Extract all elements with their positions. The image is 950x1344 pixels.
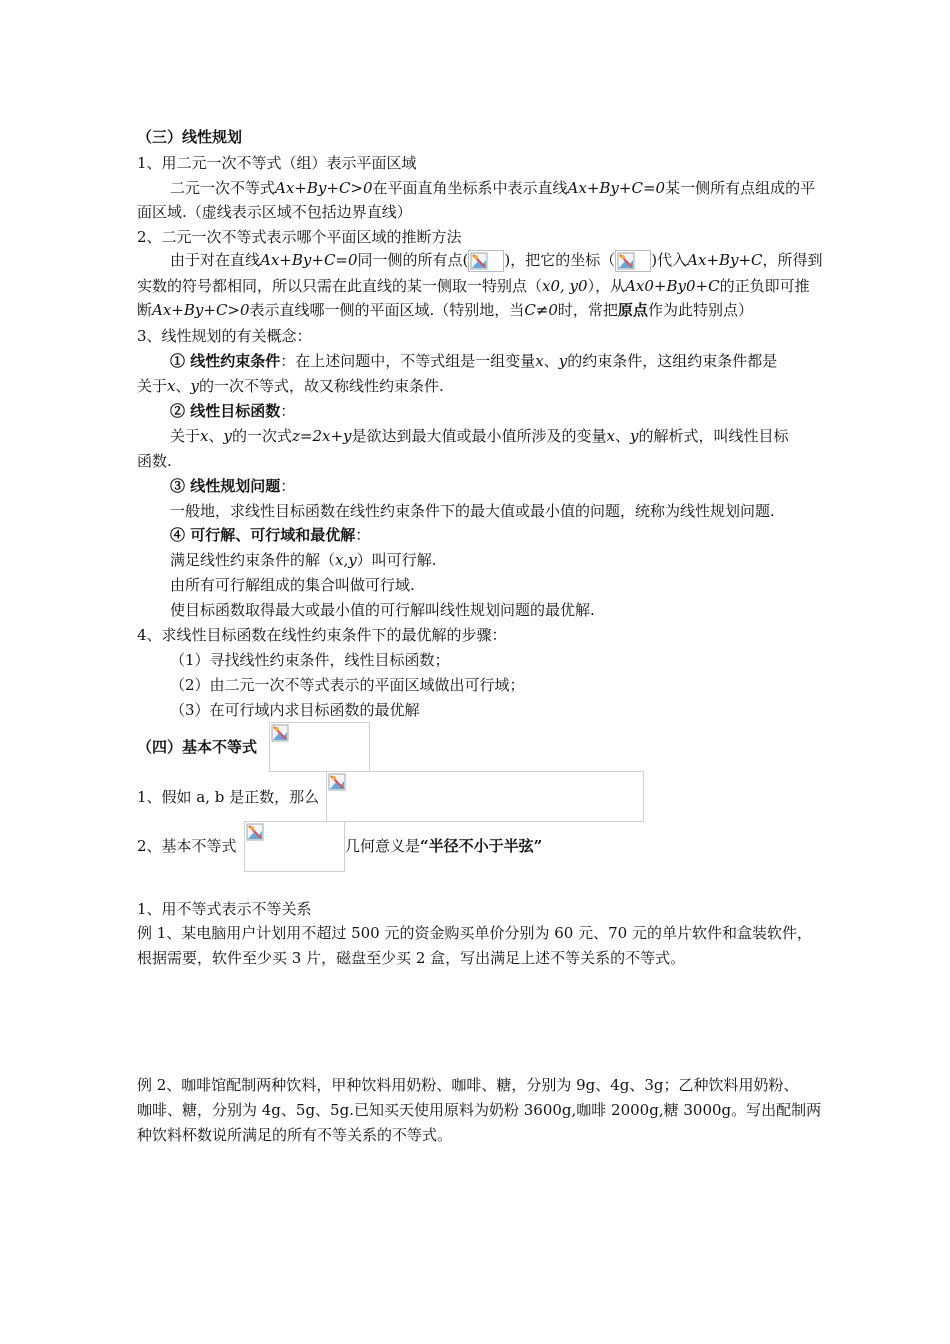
text: ： — [280, 402, 296, 420]
text: 、 — [175, 377, 191, 395]
text: 关于 — [137, 377, 168, 395]
section4-item2-b — [345, 835, 542, 857]
item3-title: 3、线性规划的有关概念： — [137, 327, 312, 345]
step3: （3）在可行域内求目标函数的最优解 — [170, 701, 420, 719]
formula-image-placeholder — [326, 771, 644, 822]
item1-para-line1 — [170, 177, 815, 199]
text: 同一侧的所有点( — [357, 251, 469, 269]
text: )，把它的坐标（ — [504, 251, 616, 269]
var: y — [558, 352, 568, 370]
expr: x0, y0 — [542, 277, 588, 295]
concept2-label — [170, 400, 295, 422]
var: y — [190, 377, 199, 395]
concept-label: ② 线性目标函数 — [170, 402, 281, 420]
text: 、 — [543, 352, 559, 370]
text: 、 — [615, 427, 631, 445]
concept3-label — [170, 475, 295, 497]
example1-line1: 例 1、某电脑用户计划用不超过 500 元的资金购买单价分别为 60 元、70 元的单片软件和盒装软件， — [137, 924, 812, 942]
expr: Ax+By+C=0 — [260, 251, 358, 269]
section4-title: （四）基本不等式 — [137, 738, 258, 756]
exercises-title: 1、用不等式表示不等关系 — [137, 900, 312, 918]
text: 在平面直角坐标系中表示直线 — [372, 179, 568, 197]
text: 断 — [137, 301, 153, 319]
section4-item1: 1、假如 a, b 是正数，那么 — [137, 788, 320, 806]
step1: （1）寻找线性约束条件，线性目标函数； — [170, 651, 450, 669]
concept2-line2: 函数. — [137, 452, 172, 470]
example2-line1: 例 2、咖啡馆配制两种饮料，甲种饮料用奶粉、咖啡、糖，分别为 9g、4g、3g；乙种饮料用奶粉、 — [137, 1076, 799, 1094]
example1-line2: 根据需要，软件至少买 3 片，磁盘至少买 2 盒，写出满足上述不等关系的不等式。 — [137, 949, 686, 967]
concept4-line2: 由所有可行解组成的集合叫做可行域. — [170, 576, 415, 594]
text: ： — [355, 526, 371, 544]
broken-image-icon — [468, 250, 504, 272]
expr: Ax+By+C=0 — [567, 179, 666, 197]
text: 二元一次不等式 — [170, 179, 276, 197]
text: ），从 — [587, 277, 626, 295]
text: 某一侧所有点组成的平 — [665, 179, 816, 197]
var: x — [200, 427, 209, 445]
section4-item2-a: 2、基本不等式 — [137, 837, 237, 855]
bold-text: “半径不小于半弦” — [420, 837, 543, 855]
broken-image-icon — [615, 250, 651, 272]
text: 的正负即可推 — [719, 277, 810, 295]
expr: Ax+By+C>0 — [275, 179, 373, 197]
text: 几何意义是 — [345, 837, 421, 855]
item2-para-line3 — [137, 299, 753, 321]
concept3-line1: 一般地，求线性目标函数在线性约束条件下的最大值或最小值的问题，统称为线性规划问题. — [170, 502, 775, 520]
concept-label: ③ 线性规划问题 — [170, 477, 281, 495]
text: 的约束条件，这组约束条件都是 — [567, 352, 778, 370]
example2-line3: 种饮料杯数说所满足的所有不等关系的不等式。 — [137, 1126, 453, 1144]
text: 的解析式，叫线性目标 — [638, 427, 789, 445]
text: ）叫可行解. — [356, 551, 437, 569]
expr: z=2x+y — [292, 427, 352, 445]
text: ，所得到 — [762, 251, 823, 269]
concept4-line3: 使目标函数取得最大或最小值的可行解叫线性规划问题的最优解. — [170, 601, 595, 619]
expr: Ax0+By0+C — [625, 277, 720, 295]
var: x — [167, 377, 176, 395]
text: 关于 — [170, 427, 201, 445]
expr: Ax+By+C — [687, 251, 763, 269]
concept-label: ① 线性约束条件 — [170, 352, 281, 370]
item4-title: 4、求线性目标函数在线性约束条件下的最优解的步骤： — [137, 626, 507, 644]
text: 是欲达到最大值或最小值所涉及的变量 — [351, 427, 607, 445]
broken-image-icon — [246, 823, 264, 841]
item2-title: 2、二元一次不等式表示哪个平面区域的推断方法 — [137, 228, 462, 246]
section3-title: （三）线性规划 — [137, 128, 243, 146]
item2-para-line2 — [137, 275, 810, 297]
example2-line2: 咖啡、糖，分别为 4g、5g、5g.已知买天使用原料为奶粉 3600g,咖啡 2000g,糖 3000g。写出配制两 — [137, 1101, 822, 1119]
var: y — [223, 427, 232, 445]
text: ： — [280, 477, 296, 495]
var: x — [535, 352, 544, 370]
formula-image-placeholder — [269, 722, 370, 772]
var: x,y — [335, 551, 357, 569]
item1-para-line2: 面区域.（虚线表示区域不包括边界直线） — [137, 203, 412, 221]
expr: Ax+By+C>0 — [152, 301, 250, 319]
formula-image-placeholder — [244, 821, 345, 872]
text: 表示直线哪一侧的平面区域.（特别地，当 — [249, 301, 525, 319]
text: 满足线性约束条件的解（ — [170, 551, 336, 569]
item1-title: 1、用二元一次不等式（组）表示平面区域 — [137, 154, 417, 172]
text: 实数的符号都相同，所以只需在此直线的某一侧取一特别点（ — [137, 277, 543, 295]
var: x — [606, 427, 616, 445]
text: 作为此特别点） — [647, 301, 753, 319]
concept4-label — [170, 524, 370, 546]
concept-label: ④ 可行解、可行域和最优解 — [170, 526, 356, 544]
concept1-line1 — [170, 350, 777, 372]
step2: （2）由二元一次不等式表示的平面区域做出可行域； — [170, 676, 525, 694]
text: )代入 — [651, 251, 688, 269]
text: ：在上述问题中，不等式组是一组变量 — [280, 352, 536, 370]
text: 由于对在直线 — [170, 251, 261, 269]
concept2-line1 — [170, 425, 789, 447]
item2-para-line1 — [170, 249, 823, 272]
var: y — [630, 427, 639, 445]
text: 的一次式 — [231, 427, 292, 445]
broken-image-icon — [328, 773, 346, 791]
concept4-line1 — [170, 549, 437, 571]
text: 、 — [208, 427, 224, 445]
concept1-line2 — [137, 375, 444, 397]
expr: C≠0 — [524, 301, 558, 319]
bold-text: 原点 — [617, 301, 648, 319]
text: 时，常把 — [557, 301, 618, 319]
broken-image-icon — [271, 724, 289, 742]
text: 的一次不等式，故又称线性约束条件. — [198, 377, 444, 395]
